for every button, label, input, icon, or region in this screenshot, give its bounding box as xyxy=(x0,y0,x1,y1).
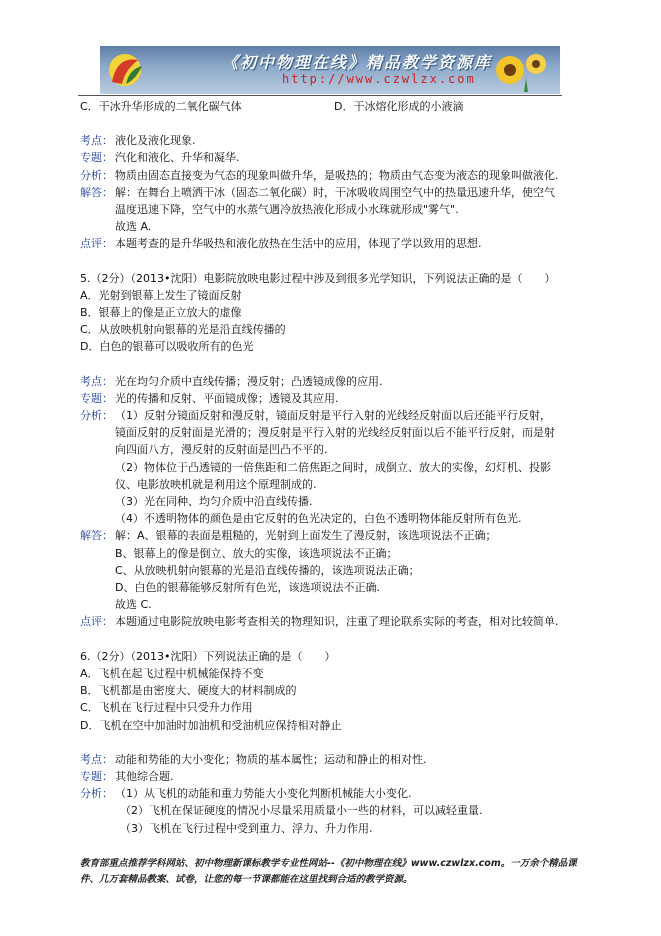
dianping-label: 点评： xyxy=(80,237,113,251)
fenxi-line: （3）飞机在飞行过程中受到重力、浮力、升力作用. xyxy=(120,821,373,835)
fenxi-text: 物质由固态直接变为气态的现象叫做升华，是吸热的；物质由气态变为液态的现象叫做液化. xyxy=(115,168,559,182)
q5-option-b: B．银幕上的像是正立放大的虚像 xyxy=(80,306,242,320)
header-banner xyxy=(100,46,560,94)
fenxi-label: 分析： xyxy=(80,168,113,182)
q6-option-b: B．飞机都是由密度大、硬度大的材料制成的 xyxy=(80,684,297,698)
footer-line: 件、几万套精品教案、试卷，让您的每一节课都能在这里找到合适的教学资源。 xyxy=(80,874,413,885)
fenxi-line: 仪、电影放映机就是利用这个原理制成的. xyxy=(115,477,317,491)
q5-option-d: D．白色的银幕可以吸收所有的色光 xyxy=(80,340,254,354)
q5-kaodian xyxy=(80,373,600,390)
document-body xyxy=(80,98,600,837)
q6-option-a: A．飞机在起飞过程中机械能保持不变 xyxy=(80,666,264,680)
jieda-line: 故选 C. xyxy=(115,598,152,612)
q6-zhuanti xyxy=(80,768,600,785)
fenxi-label: 分析： xyxy=(80,409,113,423)
q6-fenxi xyxy=(80,785,600,802)
dianping-text: 本题通过电影院放映电影考查相关的物理知识，注重了理论联系实际的考查，相对比较简单. xyxy=(115,615,559,629)
kaodian-text: 动能和势能的大小变化；物质的基本属性；运动和静止的相对性. xyxy=(115,752,427,766)
zhuanti-text: 汽化和液化、升华和凝华. xyxy=(115,151,240,165)
jieda-line: 温度迅速下降，空气中的水蒸气遇冷放热液化形成小水珠就形成"雾气". xyxy=(115,203,459,217)
q5-stem: 5.（2分）（2013•沈阳）电影院放映电影过程中涉及到很多光学知识，下列说法正确的是（ ） xyxy=(80,271,556,285)
q4-fenxi xyxy=(80,167,600,184)
q4-jieda xyxy=(80,184,600,201)
kaodian-label: 考点： xyxy=(80,134,113,148)
q4-option-c: C．干冰升华形成的二氧化碳气体 xyxy=(80,100,242,113)
fenxi-label: 分析： xyxy=(80,787,113,801)
kaodian-label: 考点： xyxy=(80,752,113,766)
jieda-line: 解：在舞台上喷洒干冰（固态二氧化碳）时，干冰吸收周围空气中的热量迅速升华，使空气 xyxy=(115,185,555,199)
fenxi-line: （1）反射分镜面反射和漫反射，镜面反射是平行入射的光线经反射面以后还能平行反射， xyxy=(115,409,551,423)
kaodian-text: 液化及液化现象. xyxy=(115,134,196,148)
fenxi-line: （4）不透明物体的颜色是由它反射的色光决定的，白色不透明物体能反射所有色光. xyxy=(115,512,522,526)
zhuanti-label: 专题： xyxy=(80,769,113,783)
q6-option-c: C．飞机在飞行过程中只受升力作用 xyxy=(80,701,253,715)
q6-option-d: D．飞机在空中加油时加油机和受油机应保持相对静止 xyxy=(80,718,342,732)
q5-fenxi xyxy=(80,407,600,424)
q5-jieda xyxy=(80,527,600,544)
q4-kaodian xyxy=(80,132,600,149)
dianping-label: 点评： xyxy=(80,615,113,629)
dianping-text: 本题考查的是升华吸热和液化放热在生活中的应用，体现了学以致用的思想. xyxy=(115,237,482,251)
q5-zhuanti xyxy=(80,390,600,407)
q5-dianping xyxy=(80,613,600,630)
fenxi-line: 镜面反射的反射面是光滑的；漫反射是平行入射的光线经反射面以后不能平行反射，而是射 xyxy=(115,426,555,440)
jieda-line: 故选 A. xyxy=(115,220,152,234)
footer-line: 教育部重点推荐学科网站、初中物理新课标教学专业性网站--《初中物理在线》www.czwlzx.com。一万余个精品课 xyxy=(80,858,577,869)
kaodian-text: 光在均匀介质中直线传播；漫反射；凸透镜成像的应用. xyxy=(115,374,383,388)
jieda-line: D、白色的银幕能够反射所有色光，该选项说法不正确. xyxy=(115,581,380,595)
jieda-label: 解答： xyxy=(80,529,113,543)
sunflower-icon xyxy=(484,48,554,92)
banner-url[interactable]: http://www.czwlzx.com xyxy=(282,72,476,86)
page-footer xyxy=(80,856,600,888)
fenxi-line: （2）物体位于凸透镜的一倍焦距和二倍焦距之间时，成倒立、放大的实像，幻灯机、投影 xyxy=(115,460,551,474)
q5-option-a: A．光射到银幕上发生了镜面反射 xyxy=(80,288,242,302)
jieda-line: 解：A、银幕的表面是粗糙的，光射到上面发生了漫反射，该选项说法不正确； xyxy=(115,529,497,543)
fenxi-line: （2）飞机在保证硬度的情况小尽量采用质量小一些的材料，可以减轻重量. xyxy=(120,804,483,818)
site-logo-icon xyxy=(104,52,146,88)
fenxi-line: （3）光在同种、均匀介质中沿直线传播. xyxy=(115,495,313,509)
zhuanti-text: 其他综合题. xyxy=(115,769,174,783)
q4-zhuanti xyxy=(80,149,600,166)
q5-option-c: C．从放映机射向银幕的光是沿直线传播的 xyxy=(80,323,286,337)
q6-kaodian xyxy=(80,751,600,768)
zhuanti-text: 光的传播和反射、平面镜成像；透镜及其应用. xyxy=(115,391,339,405)
fenxi-line: （1）从飞机的动能和重力势能大小变化判断机械能大小变化. xyxy=(115,787,412,801)
q4-options-cd xyxy=(80,98,600,115)
zhuanti-label: 专题： xyxy=(80,391,113,405)
jieda-line: B、银幕上的像是倒立、放大的实像，该选项说法不正确； xyxy=(115,546,398,560)
jieda-label: 解答： xyxy=(80,185,113,199)
banner-title: 《初中物理在线》精品教学资源库 xyxy=(222,53,493,72)
q6-stem: 6.（2分）（2013•沈阳）下列说法正确的是（ ） xyxy=(80,649,336,663)
q4-option-d: D．干冰熔化形成的小液滴 xyxy=(334,100,464,113)
fenxi-line: 向四面八方，漫反射的反射面是凹凸不平的. xyxy=(115,443,328,457)
q4-dianping xyxy=(80,235,600,252)
zhuanti-label: 专题： xyxy=(80,151,113,165)
header-divider xyxy=(78,95,562,96)
kaodian-label: 考点： xyxy=(80,374,113,388)
jieda-line: C、从放映机射向银幕的光是沿直线传播的，该选项说法正确； xyxy=(115,563,420,577)
